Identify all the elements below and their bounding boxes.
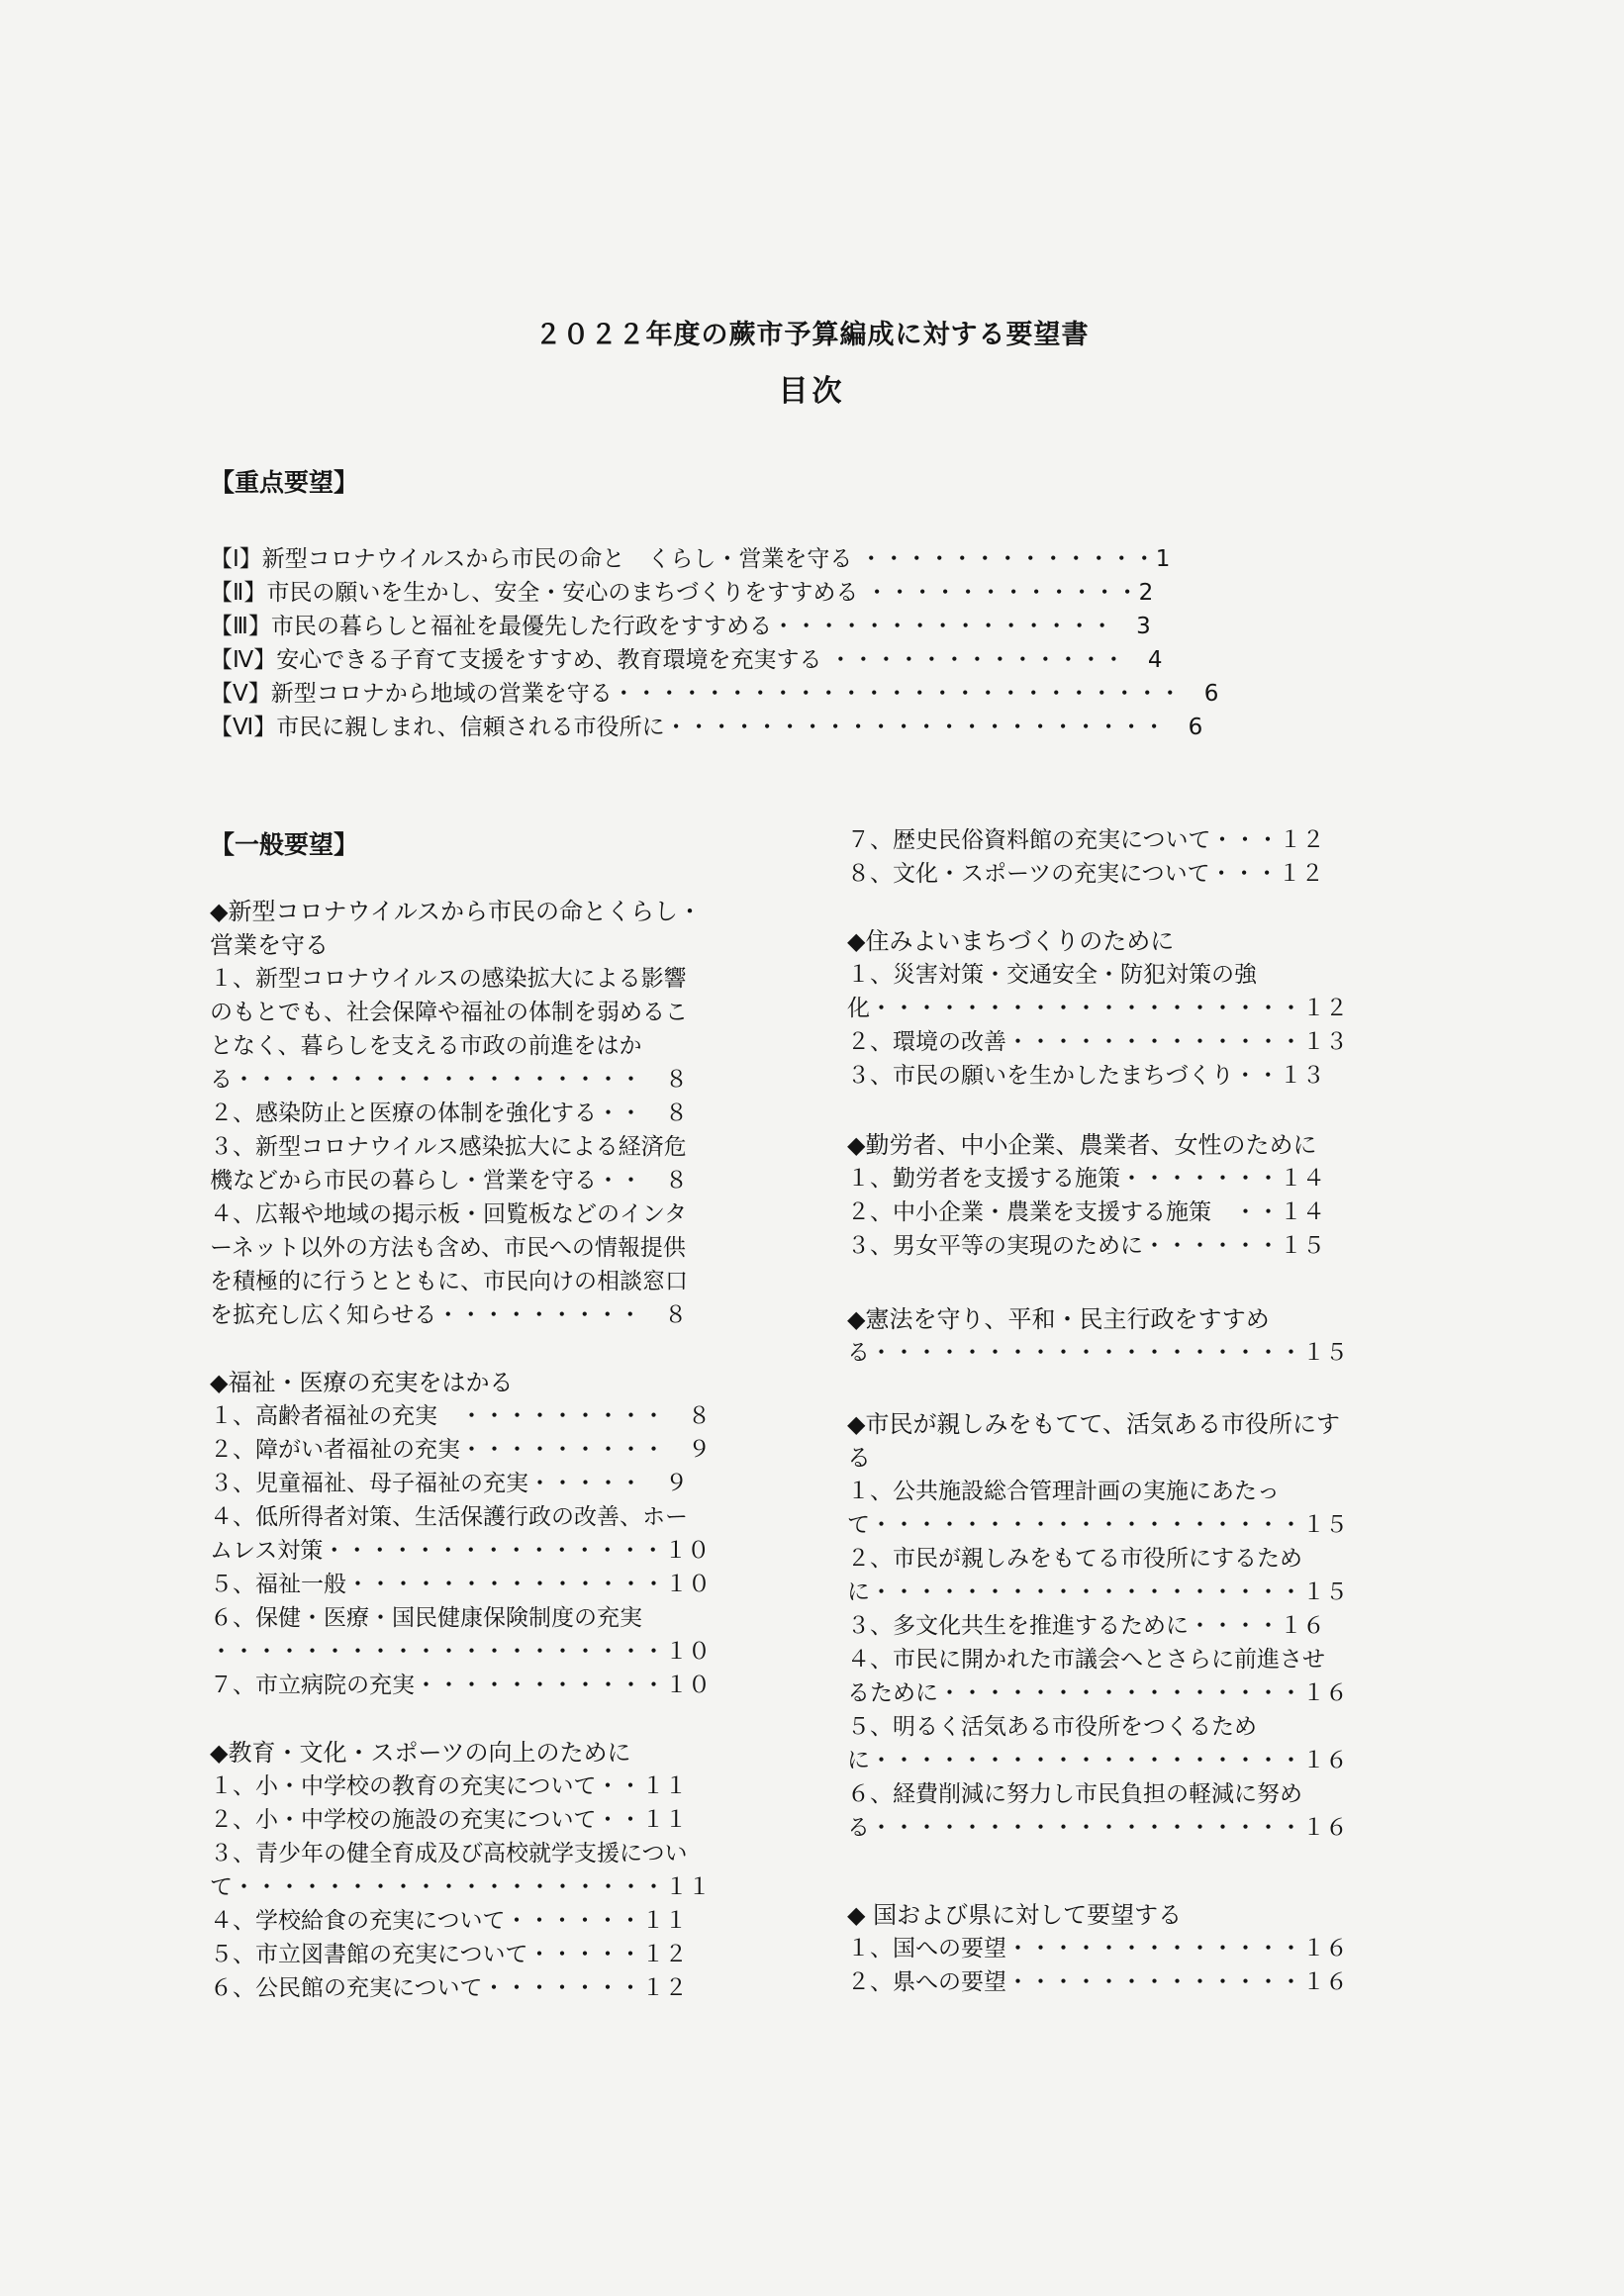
toc-line: ２、感染防止と医療の体制を強化する・・ ８ (210, 1100, 688, 1126)
priority-item: 【Ⅴ】新型コロナから地域の営業を守る・・・・・・・・・・・・・・・・・・・・・・・・・ 6 (210, 681, 1219, 707)
toc-line: ２、小・中学校の施設の充実について・・１１ (210, 1807, 688, 1833)
toc-line: ６、公民館の充実について・・・・・・・１２ (210, 1975, 688, 2001)
section-heading: る (847, 1444, 871, 1472)
section-heading: ◆教育・文化・スポーツの向上のために (210, 1739, 631, 1767)
toc-line: ３、新型コロナウイルス感染拡大による経済危 (210, 1134, 687, 1160)
toc-line: る・・・・・・・・・・・・・・・・・・ ８ (210, 1067, 688, 1093)
toc-line: る・・・・・・・・・・・・・・・・・・・１５ (847, 1340, 1348, 1366)
toc-line: １、災害対策・交通安全・防犯対策の強 (847, 962, 1257, 988)
toc-line: となく、暮らしを支える市政の前進をはか (210, 1033, 642, 1059)
toc-line: に・・・・・・・・・・・・・・・・・・・１６ (847, 1748, 1348, 1773)
toc-line: ５、福祉一般・・・・・・・・・・・・・・１０ (210, 1572, 711, 1597)
priority-item: 【Ⅳ】安心できる子育て支援をすすめ、教育環境を充実する ・・・・・・・・・・・・・ 4 (210, 647, 1163, 673)
toc-line: ２、障がい者福祉の充実・・・・・・・・・ ９ (210, 1437, 711, 1463)
priority-item: 【Ⅲ】市民の暮らしと福祉を最優先した行政をすすめる・・・・・・・・・・・・・・・ 3 (210, 614, 1151, 639)
toc-line: て・・・・・・・・・・・・・・・・・・・１１ (210, 1874, 711, 1900)
priority-item: 【Ⅵ】市民に親しまれ、信頼される市役所に・・・・・・・・・・・・・・・・・・・・・・ 6 (210, 715, 1203, 740)
document-subtitle: 目次 (778, 374, 846, 409)
priority-heading: 【重点要望】 (210, 468, 359, 497)
toc-line: ２、県への要望・・・・・・・・・・・・・１６ (847, 1969, 1348, 1995)
toc-line: 化・・・・・・・・・・・・・・・・・・・１２ (847, 996, 1348, 1021)
toc-line: ムレス対策・・・・・・・・・・・・・・・１０ (210, 1538, 711, 1564)
section-heading: ◆憲法を守り、平和・民主行政をすすめ (847, 1305, 1270, 1333)
toc-line: ４、学校給食の充実について・・・・・・１１ (210, 1908, 688, 1934)
toc-line: ６、保健・医療・国民健康保険制度の充実 (210, 1605, 642, 1631)
toc-line: １、小・中学校の教育の充実について・・１１ (210, 1773, 688, 1799)
toc-line: ７、市立病院の充実・・・・・・・・・・・１０ (210, 1673, 711, 1698)
toc-line: ２、環境の改善・・・・・・・・・・・・・１３ (847, 1029, 1348, 1055)
toc-line: １、国への要望・・・・・・・・・・・・・１６ (847, 1936, 1348, 1961)
toc-line: １、勤労者を支援する施策・・・・・・・１４ (847, 1166, 1325, 1192)
toc-line: ３、児童福祉、母子福祉の充実・・・・・ ９ (210, 1471, 688, 1496)
section-heading: ◆住みよいまちづくりのために (847, 927, 1175, 955)
toc-line: 機などから市民の暮らし・営業を守る・・ ８ (210, 1168, 688, 1194)
toc-line: を積極的に行うとともに、市民向けの相談窓口 (210, 1269, 688, 1294)
section-heading: ◆福祉・医療の充実をはかる (210, 1369, 514, 1396)
toc-line: ４、低所得者対策、生活保護行政の改善、ホー (210, 1504, 688, 1530)
toc-line: て・・・・・・・・・・・・・・・・・・・１５ (847, 1512, 1348, 1538)
toc-line: ７、歴史民俗資料館の充実について・・・１２ (847, 827, 1325, 853)
toc-line: ３、市民の願いを生かしたまちづくり・・１３ (847, 1063, 1325, 1089)
toc-line: ６、経費削減に努力し市民負担の軽減に努め (847, 1781, 1302, 1807)
section-heading: 営業を守る (210, 931, 329, 959)
general-heading: 【一般要望】 (210, 830, 359, 859)
document-title: ２０２２年度の蕨市予算編成に対する要望書 (534, 320, 1090, 350)
section-heading: ◆市民が親しみをもてて、活気ある市役所にす (847, 1410, 1340, 1438)
toc-line: ２、市民が親しみをもてる市役所にするため (847, 1546, 1302, 1572)
section-heading: ◆ 国および県に対して要望する (847, 1901, 1183, 1929)
toc-line: ４、市民に開かれた市議会へとさらに前進させ (847, 1647, 1325, 1673)
toc-line: １、新型コロナウイルスの感染拡大による影響 (210, 966, 687, 992)
toc-line: １、公共施設総合管理計画の実施にあたっ (847, 1479, 1280, 1504)
toc-line: ３、青少年の健全育成及び高校就学支援につい (210, 1841, 688, 1866)
toc-line: ８、文化・スポーツの充実について・・・１２ (847, 861, 1324, 887)
toc-line: るために・・・・・・・・・・・・・・・・１６ (847, 1680, 1348, 1706)
toc-line: ３、男女平等の実現のために・・・・・・１５ (847, 1233, 1325, 1259)
toc-line: る・・・・・・・・・・・・・・・・・・・１６ (847, 1815, 1348, 1841)
toc-line: ５、市立図書館の充実について・・・・・１２ (210, 1942, 688, 1967)
section-heading: ◆勤労者、中小企業、農業者、女性のために (847, 1131, 1317, 1159)
toc-line: ３、多文化共生を推進するために・・・・１６ (847, 1613, 1325, 1639)
toc-line: を拡充し広く知らせる・・・・・・・・・ ８ (210, 1302, 688, 1328)
toc-line: に・・・・・・・・・・・・・・・・・・・１５ (847, 1579, 1348, 1605)
toc-line: のもとでも、社会保障や福祉の体制を弱めるこ (210, 1000, 688, 1025)
toc-line: ２、中小企業・農業を支援する施策 ・・１４ (847, 1199, 1325, 1225)
toc-line: ５、明るく活気ある市役所をつくるため (847, 1714, 1257, 1740)
toc-line: ４、広報や地域の掲示板・回覧板などのインタ (210, 1201, 688, 1227)
priority-item: 【Ⅱ】市民の願いを生かし、安全・安心のまちづくりをすすめる ・・・・・・・・・・・・2 (210, 580, 1154, 606)
priority-item: 【Ⅰ】新型コロナウイルスから市民の命と くらし・営業を守る ・・・・・・・・・・・・・1 (210, 546, 1171, 572)
toc-line: ・・・・・・・・・・・・・・・・・・・・１０ (210, 1639, 711, 1665)
toc-line: ーネット以外の方法も含め、市民への情報提供 (210, 1235, 686, 1261)
toc-line: １、高齢者福祉の充実 ・・・・・・・・・ ８ (210, 1403, 711, 1429)
section-heading: ◆新型コロナウイルスから市民の命とくらし・ (210, 898, 703, 925)
